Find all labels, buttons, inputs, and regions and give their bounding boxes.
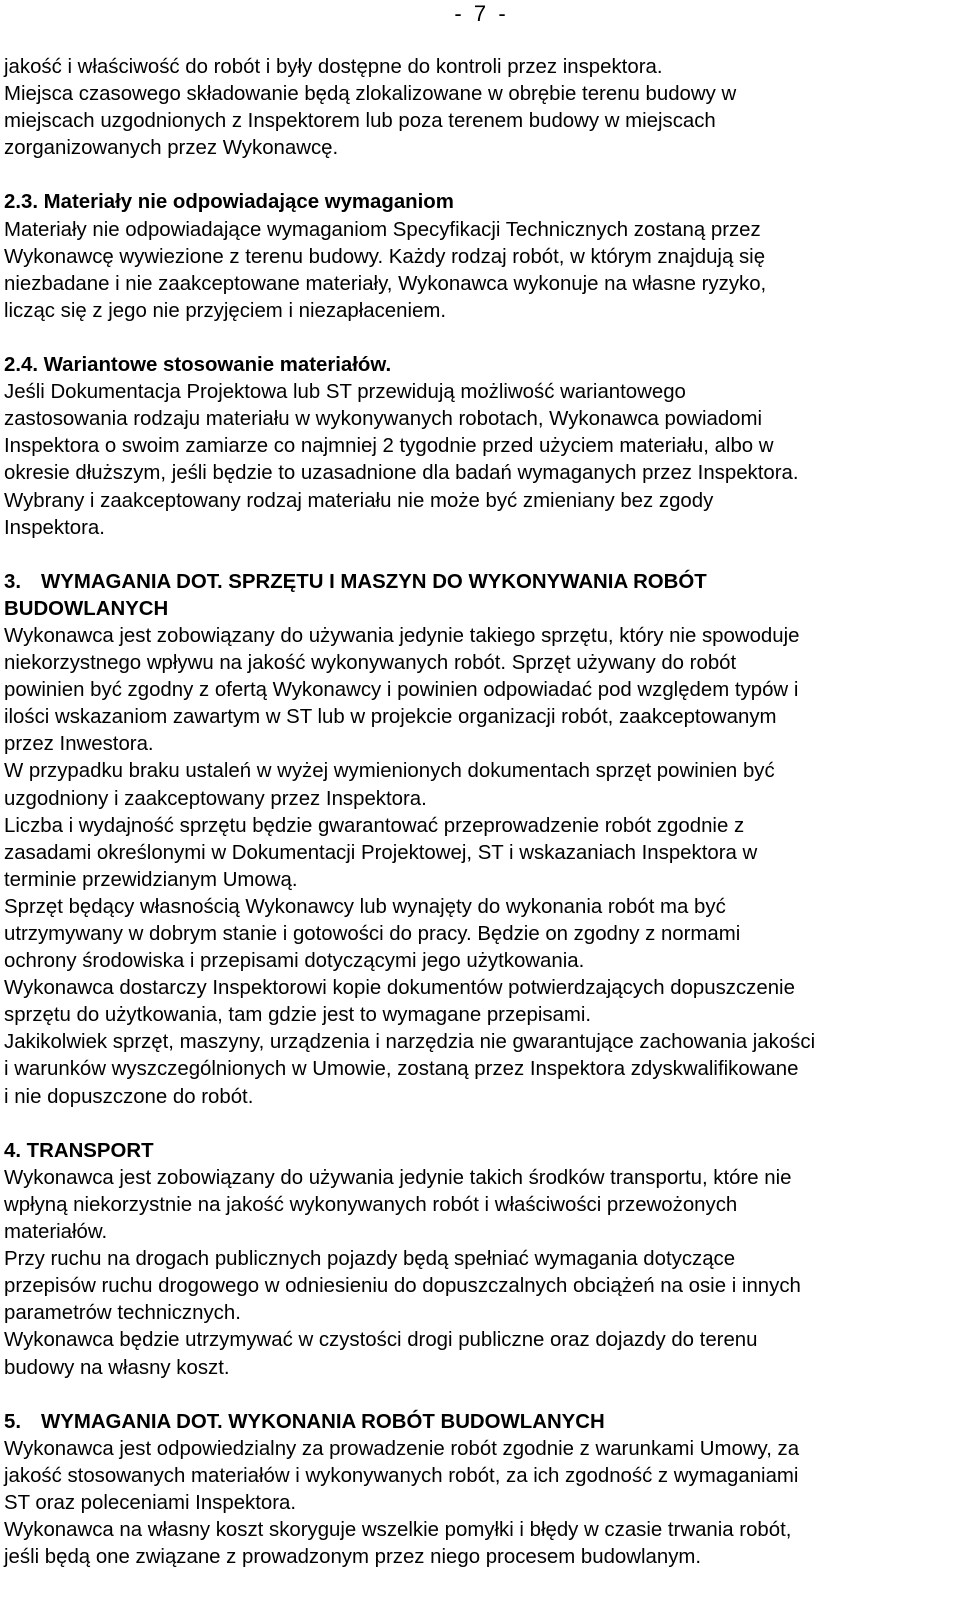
section-5-line: ST oraz poleceniami Inspektora.: [4, 1491, 297, 1514]
section-5-title: WYMAGANIA DOT. WYKONANIA ROBÓT BUDOWLANYCH: [41, 1410, 605, 1433]
section-3-line: utrzymywany w dobrym stanie i gotowości do pracy. Będzie on zgodny z normami: [4, 923, 741, 945]
section-4-line: przepisów ruchu drogowego w odniesieniu do dopuszczalnych obciążeń na osie i innych: [4, 1275, 801, 1298]
section-4-line: parametrów technicznych.: [4, 1302, 241, 1325]
section-5-line: jakość stosowanych materiałów i wykonywanych robót, za ich zgodność z wymaganiami: [4, 1464, 799, 1487]
section-3-heading-cont: BUDOWLANYCH: [4, 597, 169, 620]
section-2-3-line: Wykonawcę wywiezione z terenu budowy. Każdy rodzaj robót, w którym znajdują się: [4, 245, 766, 268]
section-3-line: powinien być zgodny z ofertą Wykonawcy i powinien odpowiadać pod względem typów i: [4, 679, 799, 702]
section-2-4-line: Inspektora.: [4, 516, 105, 539]
spacer: [4, 1111, 952, 1138]
section-4-line: Wykonawca jest zobowiązany do używania jedynie takich środków transportu, które nie: [4, 1166, 792, 1189]
section-2-3: [4, 189, 952, 324]
section-3-line: i warunków wyszczególnionych w Umowie, zostaną przez Inspektora zdyskwalifikowane: [4, 1058, 799, 1081]
section-3-line: sprzętu do użytkowania, tam gdzie jest to wymagane przepisami.: [4, 1004, 592, 1027]
intro-paragraph: [4, 54, 952, 162]
section-4-line: Przy ruchu na drogach publicznych pojazdy będą spełniać wymagania dotyczące: [4, 1248, 736, 1271]
section-3-line: W przypadku braku ustaleń w wyżej wymienionych dokumentach sprzęt powinien być: [4, 760, 775, 783]
section-4-line: materiałów.: [4, 1221, 108, 1244]
spacer: [4, 325, 952, 352]
section-3-number: 3.: [4, 570, 22, 593]
section-3-line: ochrony środowiska i przepisami dotyczącymi jego użytkowania.: [4, 950, 585, 973]
section-3-line: ilości wskazaniom zawartym w ST lub w projekcie organizacji robót, zaakceptowanym: [4, 706, 777, 729]
spacer: [4, 542, 952, 569]
section-5-line: Wykonawca jest odpowiedzialny za prowadzenie robót zgodnie z warunkami Umowy, za: [4, 1437, 800, 1460]
section-2-4-line: zastosowania rodzaju materiału w wykonywanych robotach, Wykonawca powiadomi: [4, 408, 763, 431]
section-2-4-heading: 2.4. Wariantowe stosowanie materiałów.: [4, 354, 392, 377]
section-4: [4, 1138, 952, 1382]
section-3-line: niekorzystnego wpływu na jakość wykonywanych robót. Sprzęt używany do robót: [4, 652, 737, 675]
intro-line: Miejsca czasowego składowanie będą zlokalizowane w obrębie terenu budowy w: [4, 83, 737, 106]
document-body: [4, 54, 952, 1571]
section-2-4-line: okresie dłuższym, jeśli będzie to uzasadnione dla badań wymaganych przez Inspektora.: [4, 462, 799, 485]
section-2-4-line: Wybrany i zaakceptowany rodzaj materiału nie może być zmieniany bez zgody: [4, 489, 714, 512]
section-3: [4, 569, 952, 1111]
section-4-line: wpłyną niekorzystnie na jakość wykonywanych robót i właściwości przewożonych: [4, 1193, 738, 1216]
intro-line: zorganizowanych przez Wykonawcę.: [4, 137, 339, 160]
intro-line: miejscach uzgodnionych z Inspektorem lub poza terenem budowy w miejscach: [4, 110, 716, 133]
section-4-line: budowy na własny koszt.: [4, 1356, 230, 1379]
spacer: [4, 162, 952, 189]
section-2-4: [4, 352, 952, 542]
section-5-line: jeśli będą one związane z prowadzonym przez niego procesem budowlanym.: [4, 1546, 702, 1569]
section-2-3-line: licząc się z jego nie przyjęciem i niezapłaceniem.: [4, 299, 446, 322]
intro-line: jakość i właściwość do robót i były dostępne do kontroli przez inspektora.: [4, 56, 663, 78]
section-5: [4, 1409, 952, 1572]
section-3-title: WYMAGANIA DOT. SPRZĘTU I MASZYN DO WYKONYWANIA ROBÓT: [41, 570, 707, 593]
section-2-3-line: Materiały nie odpowiadające wymaganiom Specyfikacji Technicznych zostaną przez: [4, 218, 761, 241]
section-3-line: uzgodniony i zaakceptowany przez Inspektora.: [4, 787, 427, 810]
section-4-line: Wykonawca będzie utrzymywać w czystości drogi publiczne oraz dojazdy do terenu: [4, 1329, 758, 1352]
section-3-line: Sprzęt będący własnością Wykonawcy lub wynajęty do wykonania robót ma być: [4, 895, 726, 918]
section-2-4-line: Inspektora o swoim zamiarze co najmniej 2 tygodnie przed użyciem materiału, albo w: [4, 435, 774, 458]
section-3-line: i nie dopuszczone do robót.: [4, 1085, 254, 1108]
section-3-line: Jakikolwiek sprzęt, maszyny, urządzenia i narzędzia nie gwarantujące zachowania jakości: [4, 1031, 816, 1054]
section-2-3-heading: 2.3. Materiały nie odpowiadające wymaganiom: [4, 191, 454, 214]
section-3-line: zasadami określonymi w Dokumentacji Projektowej, ST i wskazaniach Inspektora w: [4, 841, 758, 864]
section-5-number: 5.: [4, 1410, 22, 1433]
section-3-line: Liczba i wydajność sprzętu będzie gwarantować przeprowadzenie robót zgodnie z: [4, 814, 745, 837]
section-2-4-line: Jeśli Dokumentacja Projektowa lub ST przewidują możliwość wariantowego: [4, 381, 686, 404]
section-3-line: Wykonawca jest zobowiązany do używania jedynie takiego sprzętu, który nie spowoduje: [4, 624, 800, 647]
section-3-line: przez Inwestora.: [4, 733, 154, 756]
section-4-heading: 4. TRANSPORT: [4, 1139, 154, 1162]
section-3-line: terminie przewidzianym Umową.: [4, 868, 298, 891]
page-number: - 7 -: [454, 1, 506, 26]
section-3-line: Wykonawca dostarczy Inspektorowi kopie dokumentów potwierdzających dopuszczenie: [4, 977, 795, 1000]
section-3-heading: [4, 569, 952, 596]
section-5-heading: [4, 1409, 952, 1436]
spacer: [4, 1382, 952, 1409]
section-5-line: Wykonawca na własny koszt skoryguje wszelkie pomyłki i błędy w czasie trwania robót,: [4, 1519, 792, 1542]
section-2-3-line: niezbadane i nie zaakceptowane materiały, Wykonawca wykonuje na własne ryzyko,: [4, 272, 767, 295]
